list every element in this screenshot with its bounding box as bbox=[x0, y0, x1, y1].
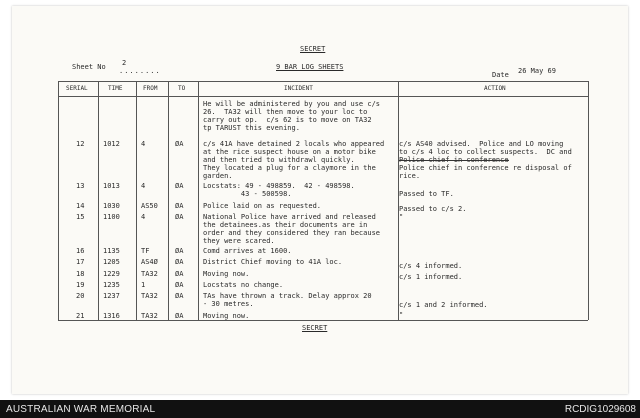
row-14-time: 1030 bbox=[103, 202, 120, 210]
row-0-incident: He will be administered by you and use c/s 26. TA32 will then move to your loc to carry out op. c/s 62 is to move on TA32 tp TARUST this evening. bbox=[203, 100, 381, 132]
row-21-action: " bbox=[399, 311, 404, 319]
row-17-time: 1205 bbox=[103, 258, 120, 266]
row-14-to: ØA bbox=[175, 202, 184, 210]
row-17-to: ØA bbox=[175, 258, 184, 266]
col-header-to: TO bbox=[178, 85, 186, 92]
row-16-to: ØA bbox=[175, 247, 184, 255]
row-18-action: c/s 1 informed. bbox=[399, 273, 463, 281]
row-13-to: ØA bbox=[175, 182, 184, 190]
row-20-action: c/s 1 and 2 informed. bbox=[399, 301, 488, 309]
row-12-to: ØA bbox=[175, 140, 184, 148]
row-19-serial: 19 bbox=[76, 281, 85, 289]
row-19-incident: Locstats no change. bbox=[203, 281, 284, 289]
row-15-time: 1100 bbox=[103, 213, 120, 221]
row-16-incident: Comd arrives at 1600. bbox=[203, 247, 292, 255]
row-19-from: 1 bbox=[141, 281, 146, 289]
row-12-time: 1012 bbox=[103, 140, 120, 148]
col-header-incident: INCIDENT bbox=[284, 85, 313, 92]
row-17-serial: 17 bbox=[76, 258, 85, 266]
row-13-time: 1013 bbox=[103, 182, 120, 190]
row-14-serial: 14 bbox=[76, 202, 85, 210]
row-20-from: TA32 bbox=[141, 292, 158, 300]
row-14-from: AS50 bbox=[141, 202, 158, 210]
row-15-from: 4 bbox=[141, 213, 146, 221]
row-15-to: ØA bbox=[175, 213, 184, 221]
col-header-action: ACTION bbox=[484, 85, 506, 92]
row-21-from: TA32 bbox=[141, 312, 158, 320]
row-14-incident: Police laid on as requested. bbox=[203, 202, 322, 210]
row-18-time: 1229 bbox=[103, 270, 120, 278]
log-title: 9 BAR LOG SHEETS bbox=[276, 63, 344, 71]
row-20-serial: 20 bbox=[76, 292, 85, 300]
row-19-time: 1235 bbox=[103, 281, 120, 289]
col-border-left bbox=[58, 81, 59, 320]
col-border-to bbox=[198, 81, 199, 320]
row-14-action: Passed to c/s 2. bbox=[399, 205, 467, 213]
table-top-border bbox=[58, 81, 588, 82]
row-20-incident: TAs have thrown a track. Delay approx 20 - 30 metres. bbox=[203, 292, 372, 308]
sheet-number: 2 bbox=[122, 59, 127, 67]
row-15-serial: 15 bbox=[76, 213, 85, 221]
row-18-to: ØA bbox=[175, 270, 184, 278]
col-border-incident bbox=[398, 81, 399, 320]
row-20-to: ØA bbox=[175, 292, 184, 300]
col-border-from bbox=[168, 81, 169, 320]
sheet-number-dots: ........ bbox=[119, 67, 161, 75]
row-13-from: 4 bbox=[141, 182, 146, 190]
row-12-action-strikethrough bbox=[399, 160, 509, 161]
row-20-time: 1237 bbox=[103, 292, 120, 300]
row-13-action: Passed to TF. bbox=[399, 190, 454, 198]
row-12-serial: 12 bbox=[76, 140, 85, 148]
row-21-time: 1316 bbox=[103, 312, 120, 320]
row-17-from: AS4Ø bbox=[141, 258, 158, 266]
row-16-time: 1135 bbox=[103, 247, 120, 255]
archive-caption-strip bbox=[0, 400, 640, 418]
sheet-label: Sheet No bbox=[72, 63, 106, 71]
row-18-serial: 18 bbox=[76, 270, 85, 278]
row-12-incident: c/s 41A have detained 2 locals who appeared at the rice suspect house on a motor bike and then tried to withdrawl quickly. They located a plug for a claymore in the garden. bbox=[203, 140, 385, 180]
row-12-action: c/s AS40 advised. Police and LO moving to c/s 4 loc to collect suspects. DC and Police chief in conference Police chief in conference re disposal of rice. bbox=[399, 140, 572, 180]
archive-name: AUSTRALIAN WAR MEMORIAL bbox=[6, 404, 156, 415]
row-19-to: ØA bbox=[175, 281, 184, 289]
col-header-from: FROM bbox=[143, 85, 158, 92]
row-15-incident: National Police have arrived and released the detainees.as their documents are in order and they considered they ran because they were scared. bbox=[203, 213, 381, 245]
col-border-time bbox=[136, 81, 137, 320]
row-15-action: " bbox=[399, 213, 404, 221]
col-header-time: TIME bbox=[108, 85, 123, 92]
row-17-incident: District Chief moving to 41A loc. bbox=[203, 258, 343, 266]
row-13-incident: Locstats: 49 - 498859. 42 - 498598. 43 - 500598. bbox=[203, 182, 355, 198]
classification-top: SECRET bbox=[300, 45, 326, 53]
date-label: Date bbox=[492, 71, 509, 79]
classification-bottom: SECRET bbox=[302, 324, 328, 332]
row-21-incident: Moving now. bbox=[203, 312, 250, 320]
row-16-serial: 16 bbox=[76, 247, 85, 255]
header-bottom-border bbox=[58, 96, 588, 97]
table-bottom-border bbox=[58, 320, 588, 321]
row-21-serial: 21 bbox=[76, 312, 85, 320]
row-17-action: c/s 4 informed. bbox=[399, 262, 463, 270]
row-18-incident: Moving now. bbox=[203, 270, 250, 278]
row-21-to: ØA bbox=[175, 312, 184, 320]
row-12-from: 4 bbox=[141, 140, 146, 148]
col-border-right bbox=[588, 81, 589, 320]
col-header-serial: SERIAL bbox=[66, 85, 88, 92]
row-18-from: TA32 bbox=[141, 270, 158, 278]
row-13-serial: 13 bbox=[76, 182, 85, 190]
col-border-serial bbox=[98, 81, 99, 320]
date-value: 26 May 69 bbox=[518, 67, 556, 75]
archive-reference: RCDIG1029608 bbox=[564, 404, 636, 415]
row-16-from: TF bbox=[141, 247, 150, 255]
